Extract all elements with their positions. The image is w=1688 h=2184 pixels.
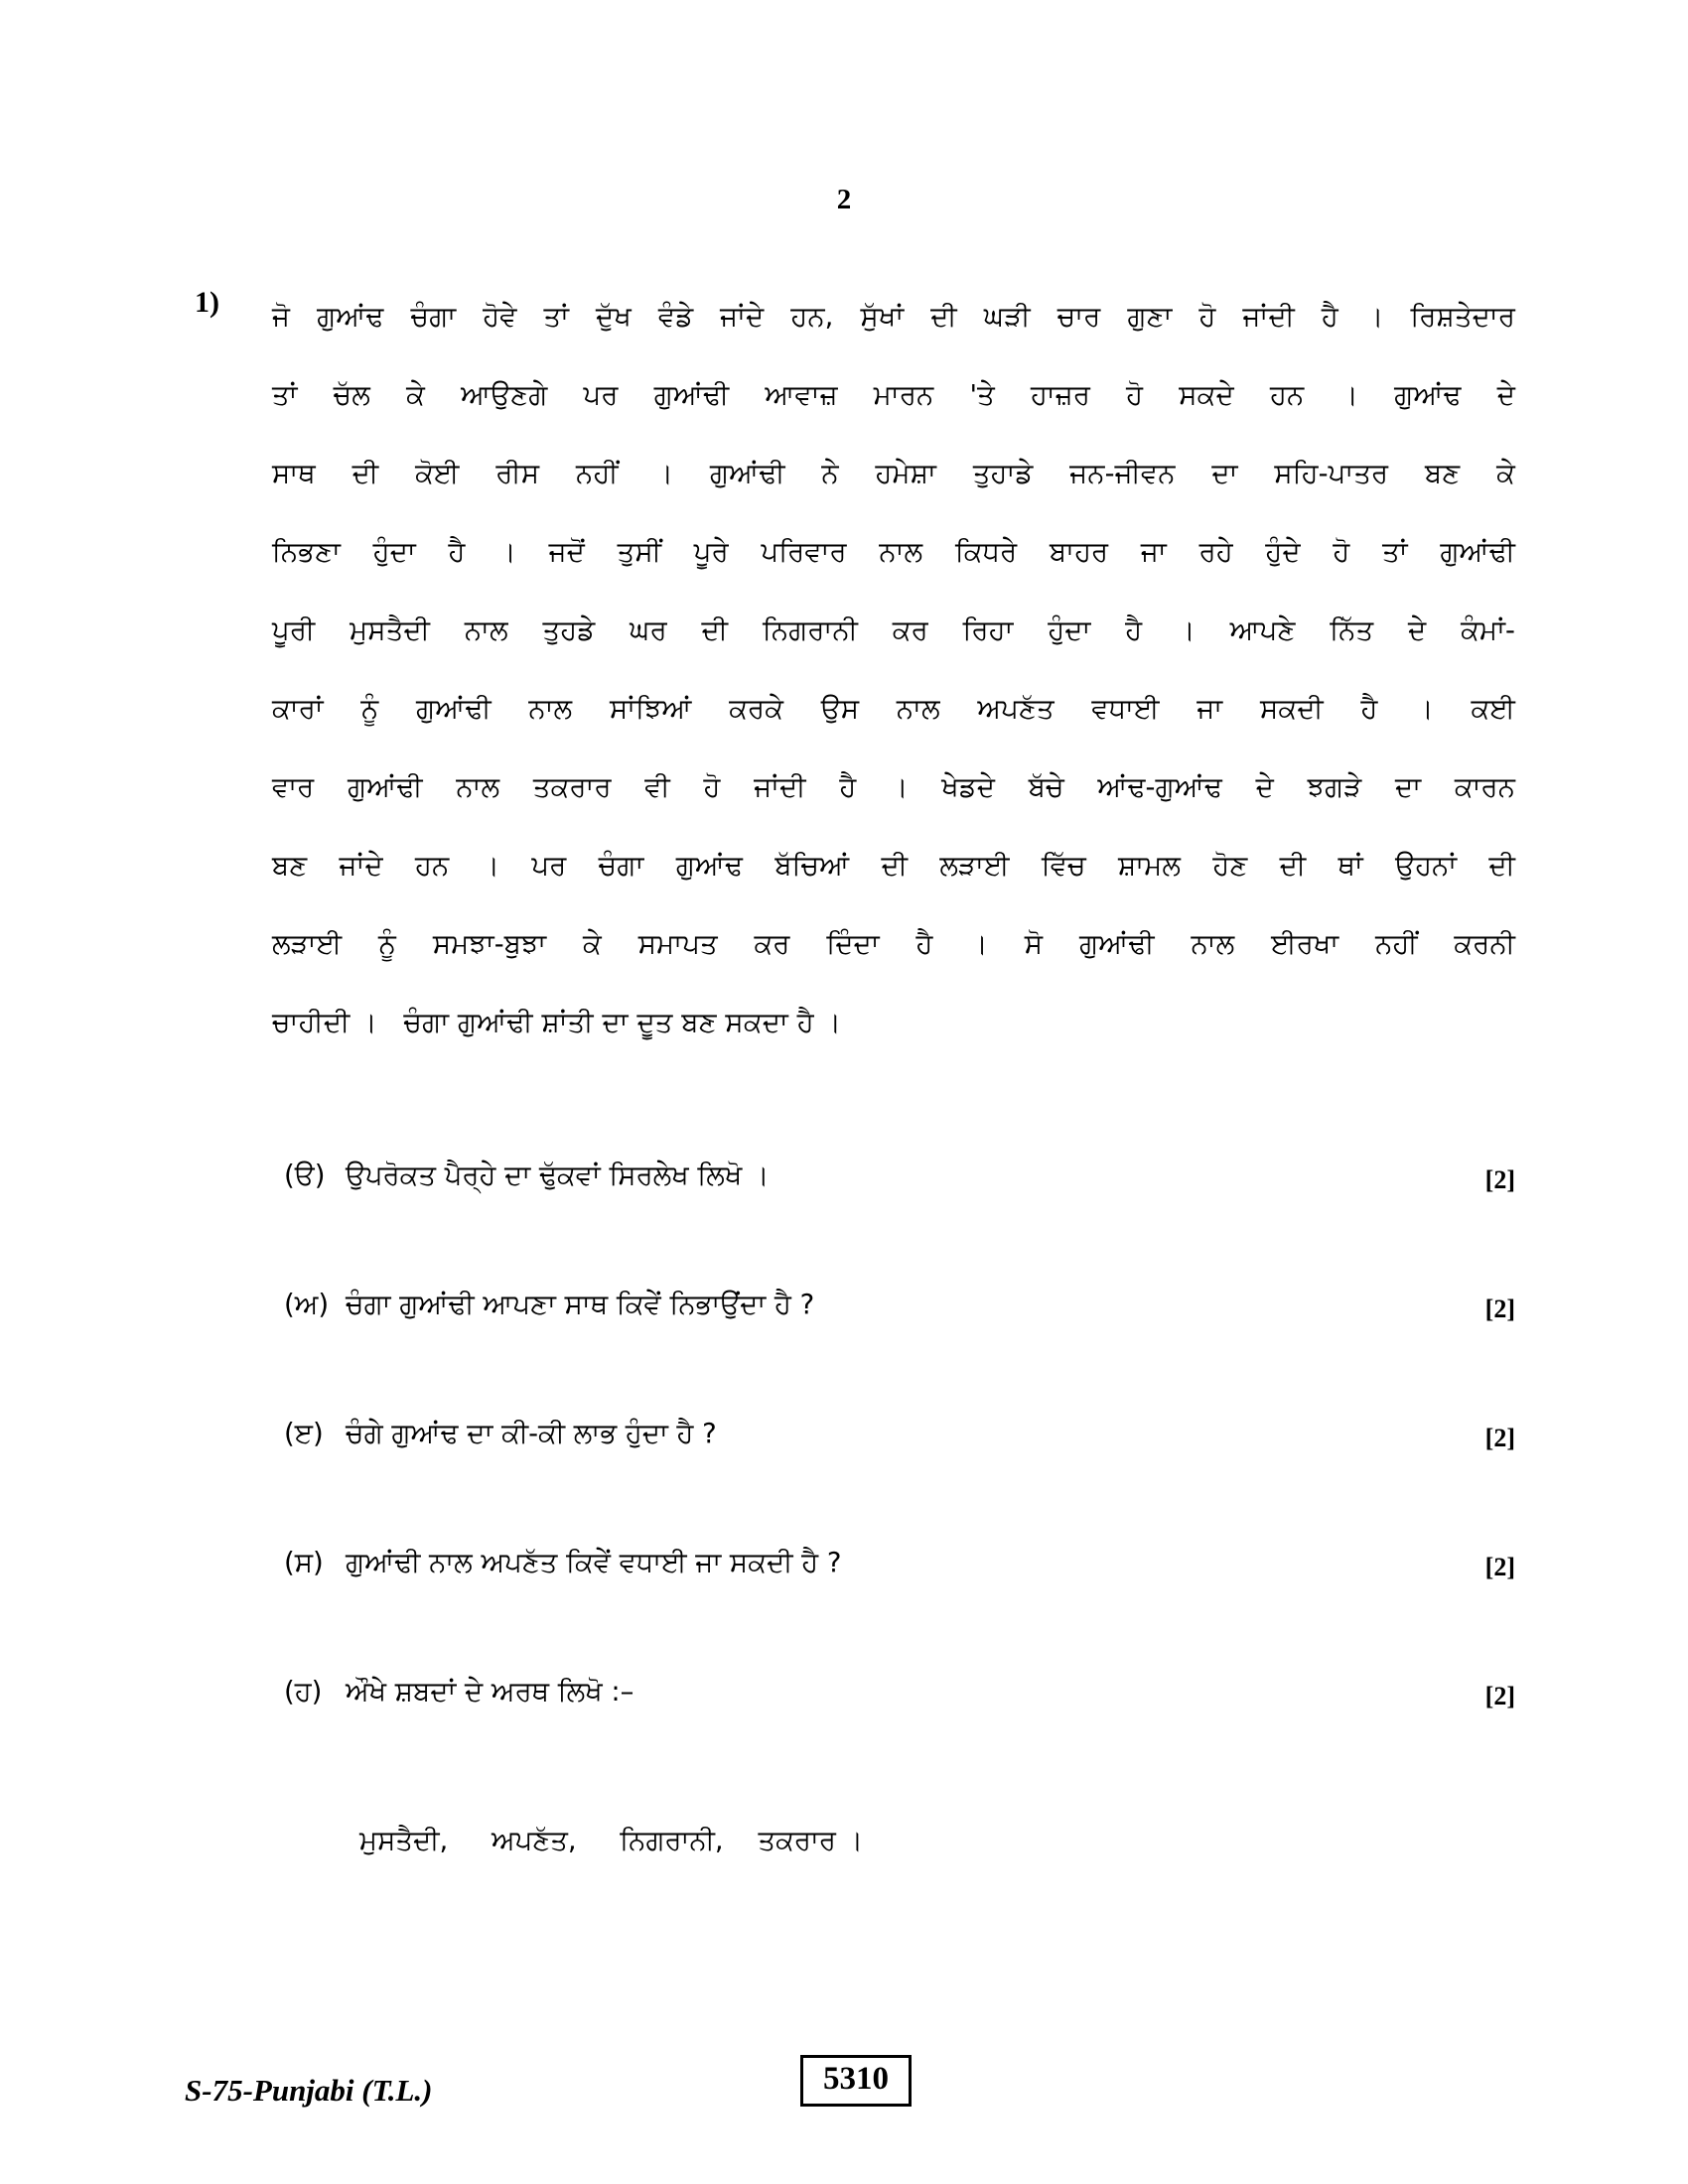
passage-line: ਜੋ ਗੁਆਂਢ ਚੰਗਾ ਹੋਵੇ ਤਾਂ ਦੁੱਖ ਵੰਡੇ ਜਾਂਦੇ ਹਨ, ਸੁੱਖਾਂ ਦੀ ਘੜੀ ਚਾਰ ਗੁਣਾ ਹੋ ਜਾਂਦੀ ਹੈ । ਰਿਸ਼ਤੇਦਾਰ [272,301,1515,333]
passage-line: ਪੂਰੀ ਮੁਸਤੈਦੀ ਨਾਲ ਤੁਹਡੇ ਘਰ ਦੀ ਨਿਗਰਾਨੀ ਕਰ ਰਿਹਾ ਹੁੰਦਾ ਹੈ । ਆਪਣੇ ਨਿੱਤ ਦੇ ਕੰਮਾਂ- [272,614,1515,646]
sub-question-label: (ਸ) [284,1547,324,1578]
marks-badge: [2] [1484,1553,1515,1581]
sub-question-label: (ੲ) [284,1418,324,1449]
marks-badge: [2] [1484,1682,1515,1710]
subject-code: S-75-Punjabi (T.L.) [185,2073,433,2108]
sub-question-text: ਉਪਰੋਕਤ ਪੈਰ੍ਹੇ ਦਾ ਢੁੱਕਵਾਂ ਸਿਰਲੇਖ ਲਿਖੋ । [346,1160,770,1191]
sub-question-c [284,1418,1515,1465]
sub-question-e [284,1676,1515,1723]
sub-question-text: ਚੰਗਾ ਗੁਆਂਢੀ ਆਪਣਾ ਸਾਥ ਕਿਵੇਂ ਨਿਭਾਉਂਦਾ ਹੈ ? [346,1289,815,1320]
sub-question-text: ਗੁਆਂਢੀ ਨਾਲ ਅਪਣੱਤ ਕਿਵੇਂ ਵਧਾਈ ਜਾ ਸਕਦੀ ਹੈ ? [346,1547,842,1578]
marks-badge: [2] [1484,1165,1515,1194]
sub-question-label: (ਹ) [284,1676,323,1707]
sub-question-a [284,1160,1515,1207]
sub-question-d [284,1547,1515,1594]
question-1-block [195,278,1515,1062]
marks-badge: [2] [1484,1295,1515,1323]
question-number: 1) [195,286,219,319]
passage-line: ਵਾਰ ਗੁਆਂਢੀ ਨਾਲ ਤਕਰਾਰ ਵੀ ਹੋ ਜਾਂਦੀ ਹੈ । ਖੇਡਦੇ ਬੱਚੇ ਆਂਢ-ਗੁਆਂਢ ਦੇ ਝਗੜੇ ਦਾ ਕਾਰਨ [272,771,1515,803]
difficult-words-list: ਮੁਸਤੈਦੀ, ਅਪਣੱਤ, ਨਿਗਰਾਨੀ, ਤਕਰਾਰ । [359,1825,864,1856]
sub-question-text: ਚੰਗੇ ਗੁਆਂਢ ਦਾ ਕੀ-ਕੀ ਲਾਭ ਹੁੰਦਾ ਹੈ ? [346,1418,717,1449]
sub-question-b [284,1289,1515,1336]
passage-line: ਕਾਰਾਂ ਨੂੰ ਗੁਆਂਢੀ ਨਾਲ ਸਾਂਝਿਆਂ ਕਰਕੇ ਉਸ ਨਾਲ ਅਪਣੱਤ ਵਧਾਈ ਜਾ ਸਕਦੀ ਹੈ । ਕਈ [272,693,1515,725]
passage-line: ਨਿਭਣਾ ਹੁੰਦਾ ਹੈ । ਜਦੋਂ ਤੁਸੀਂ ਪੂਰੇ ਪਰਿਵਾਰ ਨਾਲ ਕਿਧਰੇ ਬਾਹਰ ਜਾ ਰਹੇ ਹੁੰਦੇ ਹੋ ਤਾਂ ਗੁਆਂਢੀ [272,536,1515,568]
sub-question-text: ਔਖੇ ਸ਼ਬਦਾਂ ਦੇ ਅਰਥ ਲਿਖੋ :– [346,1676,634,1707]
passage-line: ਤਾਂ ਚੱਲ ਕੇ ਆਉਣਗੇ ਪਰ ਗੁਆਂਢੀ ਆਵਾਜ਼ ਮਾਰਨ 'ਤੇ ਹਾਜ਼ਰ ਹੋ ਸਕਦੇ ਹਨ । ਗੁਆਂਢ ਦੇ [272,379,1515,411]
passage-line: ਸਾਥ ਦੀ ਕੋਈ ਰੀਸ ਨਹੀਂ । ਗੁਆਂਢੀ ਨੇ ਹਮੇਸ਼ਾ ਤੁਹਾਡੇ ਜਨ-ਜੀਵਨ ਦਾ ਸਹਿ-ਪਾਤਰ ਬਣ ਕੇ [272,458,1515,489]
page-number: 2 [836,184,852,215]
sub-question-label: (ਅ) [284,1289,330,1320]
passage-line: ਚਾਹੀਦੀ । ਚੰਗਾ ਗੁਆਂਢੀ ਸ਼ਾਂਤੀ ਦਾ ਦੂਤ ਬਣ ਸਕਦਾ ਹੈ । [272,1007,842,1038]
passage-line: ਬਣ ਜਾਂਦੇ ਹਨ । ਪਰ ਚੰਗਾ ਗੁਆਂਢ ਬੱਚਿਆਂ ਦੀ ਲੜਾਈ ਵਿੱਚ ਸ਼ਾਮਲ ਹੋਣ ਦੀ ਥਾਂ ਉਹਨਾਂ ਦੀ [272,850,1515,882]
paper-number-box: 5310 [800,2055,912,2107]
passage-line: ਲੜਾਈ ਨੂੰ ਸਮਝਾ-ਬੁਝਾ ਕੇ ਸਮਾਪਤ ਕਰ ਦਿੰਦਾ ਹੈ । ਸੋ ਗੁਆਂਢੀ ਨਾਲ ਈਰਖਾ ਨਹੀਂ ਕਰਨੀ [272,928,1515,960]
marks-badge: [2] [1484,1424,1515,1452]
sub-question-label: (ੳ) [284,1160,326,1191]
passage-text [272,278,1515,1062]
